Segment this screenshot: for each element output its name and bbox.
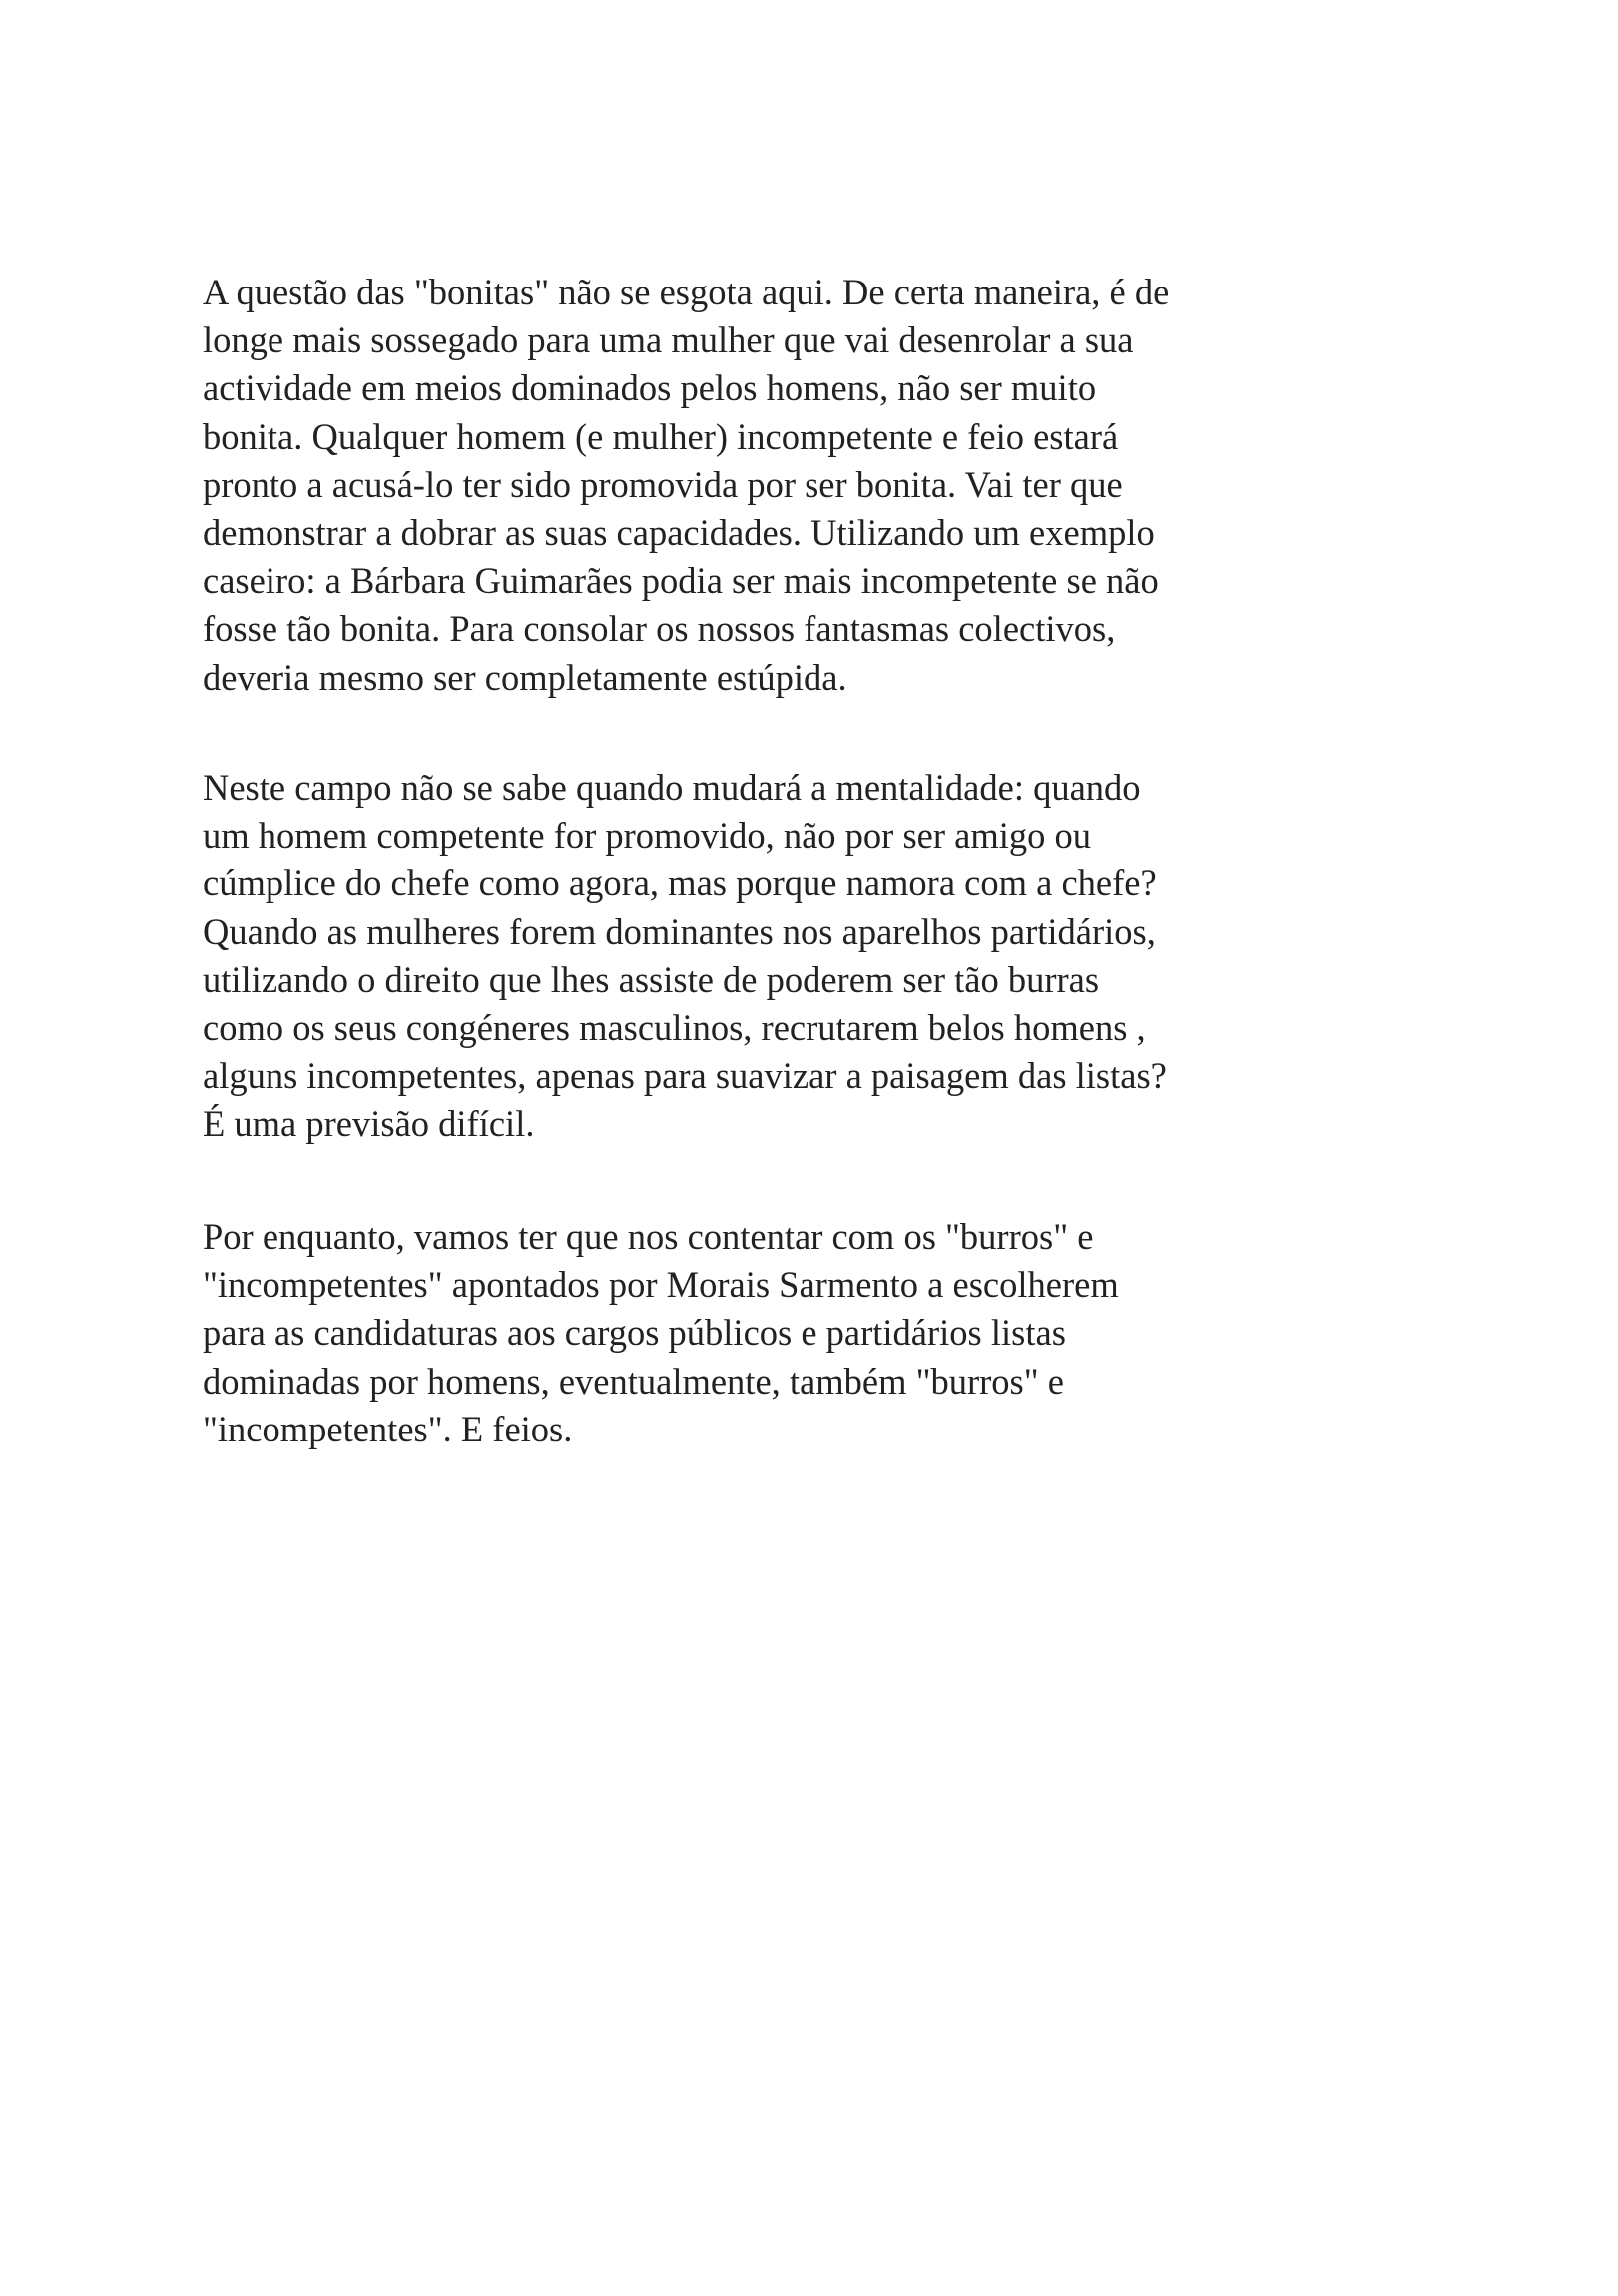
paragraph-line: deveria mesmo ser completamente estúpida. bbox=[203, 656, 847, 698]
paragraph-line: para as candidaturas aos cargos públicos e partidários listas bbox=[203, 1312, 1066, 1354]
paragraph-line: pronto a acusá-lo ter sido promovida por ser bonita. Vai ter que bbox=[203, 463, 1123, 505]
paragraph-line: cúmplice do chefe como agora, mas porque namora com a chefe? bbox=[203, 862, 1157, 904]
paragraph-line: como os seus congéneres masculinos, recrutarem belos homens , bbox=[203, 1007, 1146, 1049]
paragraph-3 bbox=[203, 1213, 1420, 1453]
paragraph-line: caseiro: a Bárbara Guimarães podia ser mais incompetente se não bbox=[203, 560, 1159, 602]
paragraph-line: Por enquanto, vamos ter que nos contentar com os "burros" e bbox=[203, 1216, 1094, 1257]
paragraph-line: É uma previsão difícil. bbox=[203, 1103, 535, 1145]
paragraph-line: Neste campo não se sabe quando mudará a mentalidade: quando bbox=[203, 767, 1141, 808]
paragraph-line: alguns incompetentes, apenas para suavizar a paisagem das listas? bbox=[203, 1055, 1167, 1097]
paragraph-line: dominadas por homens, eventualmente, também "burros" e bbox=[203, 1360, 1064, 1402]
paragraph-line: "incompetentes" apontados por Morais Sarmento a escolherem bbox=[203, 1264, 1119, 1306]
paragraph-2 bbox=[203, 764, 1420, 1149]
paragraph-line: um homem competente for promovido, não por ser amigo ou bbox=[203, 815, 1091, 857]
paragraph-line: longe mais sossegado para uma mulher que vai desenrolar a sua bbox=[203, 319, 1134, 361]
paragraph-1 bbox=[203, 269, 1420, 702]
paragraph-line: "incompetentes". E feios. bbox=[203, 1408, 573, 1449]
paragraph-line: utilizando o direito que lhes assiste de poderem ser tão burras bbox=[203, 958, 1100, 1000]
paragraph-line: bonita. Qualquer homem (e mulher) incompetente e feio estará bbox=[203, 415, 1119, 457]
paragraph-line: actividade em meios dominados pelos homens, não ser muito bbox=[203, 367, 1097, 409]
paragraph-line: demonstrar a dobrar as suas capacidades. Utilizando um exemplo bbox=[203, 512, 1155, 554]
paragraph-line: Quando as mulheres forem dominantes nos aparelhos partidários, bbox=[203, 910, 1156, 952]
paragraph-line: A questão das "bonitas" não se esgota aqui. De certa maneira, é de bbox=[203, 272, 1170, 312]
paragraph-line: fosse tão bonita. Para consolar os nossos fantasmas colectivos, bbox=[203, 608, 1116, 650]
